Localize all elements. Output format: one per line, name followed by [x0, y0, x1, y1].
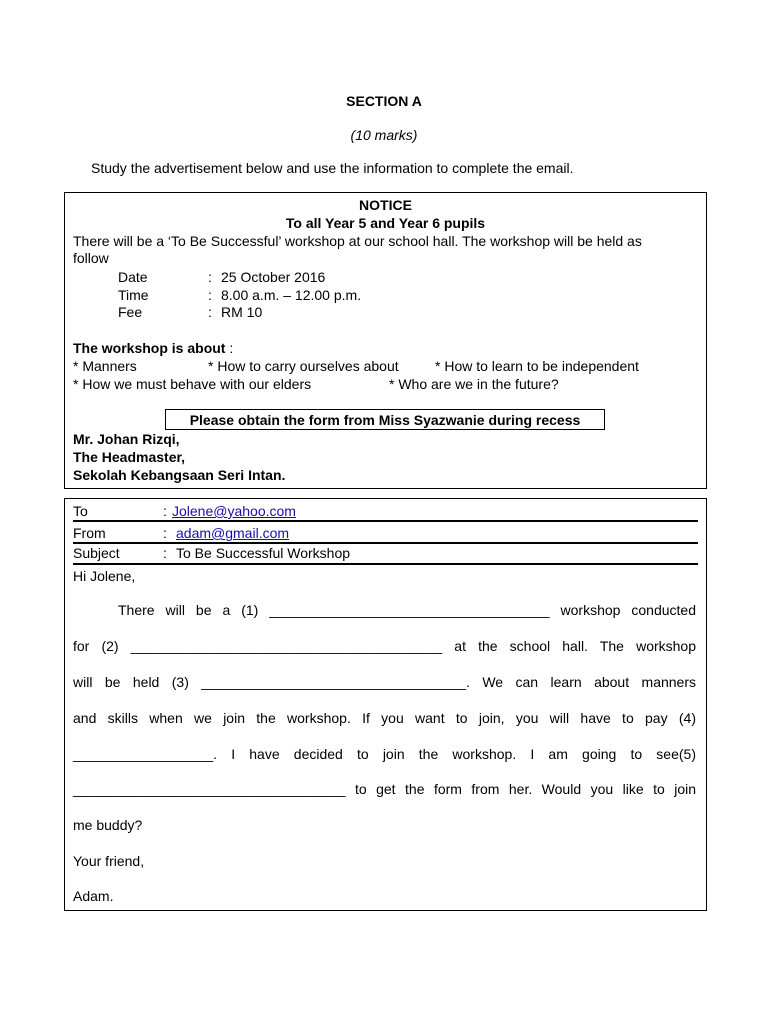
form-notice-text: Please obtain the form from Miss Syazwanie during recess	[189, 412, 581, 428]
signature-school: Sekolah Kebangsaan Seri Intan.	[73, 467, 286, 483]
email-from-link[interactable]: adam@gmail.com	[176, 525, 290, 541]
detail-time-sep: :	[208, 287, 212, 303]
about-heading-colon: :	[225, 340, 234, 356]
about-heading	[73, 340, 233, 356]
detail-date-label: Date	[118, 269, 148, 285]
detail-fee-sep: :	[208, 304, 212, 320]
email-body-line: will be held (3) __________________________________. We can learn about manners	[73, 674, 696, 690]
topic-item: * Manners	[73, 358, 137, 374]
email-to-link[interactable]: Jolene@yahoo.com	[172, 503, 296, 519]
signature-name: Mr. Johan Rizqi,	[73, 431, 180, 447]
email-from-sep: :	[163, 525, 167, 541]
section-title: SECTION A	[346, 93, 422, 109]
email-sender: Adam.	[73, 888, 114, 904]
email-body-line: ___________________________________ to get the form from her. Would you like to join	[73, 781, 696, 797]
about-heading-text: The workshop is about	[73, 340, 226, 356]
notice-title: NOTICE	[359, 197, 412, 213]
email-to-rule	[73, 520, 698, 522]
email-from-rule	[73, 542, 698, 544]
email-greeting: Hi Jolene,	[73, 568, 136, 584]
email-from-label: From	[73, 525, 106, 541]
marks-label: (10 marks)	[350, 127, 418, 143]
email-subject-rule	[73, 563, 698, 565]
notice-subtitle: To all Year 5 and Year 6 pupils	[285, 215, 486, 231]
topic-item: * How we must behave with our elders	[73, 376, 312, 392]
email-body-line: There will be a (1) ____________________________________ workshop conducted	[118, 602, 696, 618]
email-to-sep: :	[163, 503, 167, 519]
detail-time-label: Time	[118, 287, 149, 303]
email-subject-value: To Be Successful Workshop	[176, 545, 351, 561]
signature-title: The Headmaster,	[73, 449, 186, 465]
topic-item: * How to carry ourselves about	[208, 358, 399, 374]
email-body-line: for (2) ________________________________________ at the school hall. The workshop	[73, 638, 696, 654]
email-closing: Your friend,	[73, 853, 145, 869]
detail-fee-label: Fee	[118, 304, 143, 320]
instruction-text: Study the advertisement below and use the information to complete the email.	[91, 160, 574, 176]
email-to-label: To	[73, 503, 88, 519]
topic-item: * How to learn to be independent	[435, 358, 639, 374]
email-box	[64, 498, 707, 911]
topic-item: * Who are we in the future?	[389, 376, 559, 392]
detail-date-value: 25 October 2016	[221, 269, 326, 285]
email-body-line: __________________. I have decided to join the workshop. I am going to see(5)	[73, 746, 696, 762]
notice-intro-line-2: follow	[73, 250, 109, 266]
email-body-line: and skills when we join the workshop. If you want to join, you will have to pay (4)	[73, 710, 696, 726]
email-subject-sep: :	[163, 545, 167, 561]
email-body-line: me buddy?	[73, 817, 143, 833]
email-subject-label: Subject	[73, 545, 120, 561]
notice-intro-line-1: There will be a ‘To Be Successful’ workshop at our school hall. The workshop will be held as	[73, 233, 642, 249]
detail-time-value: 8.00 a.m. – 12.00 p.m.	[221, 287, 362, 303]
detail-fee-value: RM 10	[221, 304, 263, 320]
detail-date-sep: :	[208, 269, 212, 285]
